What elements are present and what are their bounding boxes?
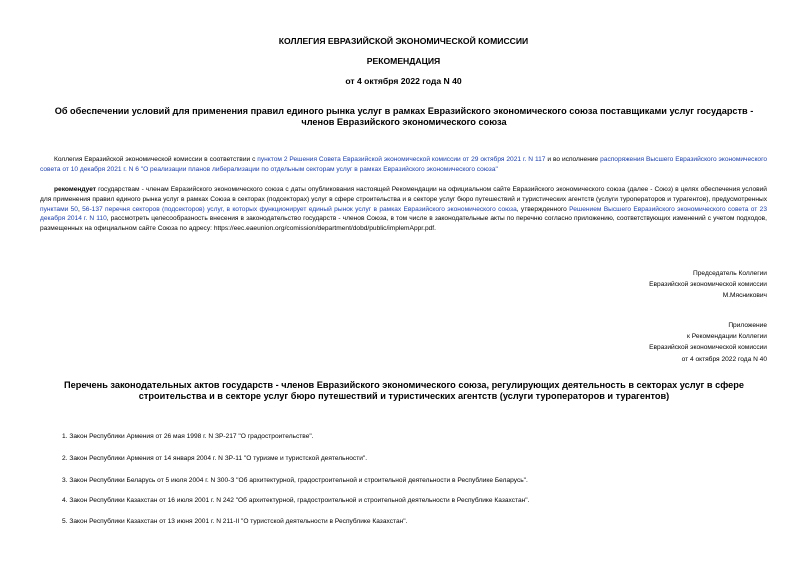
appendix-block bbox=[467, 320, 767, 365]
appendix-org: Евразийской экономической комиссии bbox=[649, 344, 767, 352]
link-decision-110[interactable]: Решением Высшего Евразийского экономического совета от 23 декабря 2014 г. N 110 bbox=[40, 205, 767, 223]
list-item: 2. Закон Республики Армения от 14 января 2004 г. N ЗР-11 "О туризме и туристской деятельности". bbox=[62, 455, 368, 462]
list-title: Перечень законодательных актов государств - членов Евразийского экономического союза, регулирующих деятельность в секторах услуг в сфере строительства и в секторе услуг бюро путешествий и туристических агентств (услуги туроператоров и турагентов) bbox=[64, 380, 744, 401]
paragraph-recommendation bbox=[40, 185, 767, 234]
link-items-56-137[interactable]: 56-137 перечня секторов (подсекторов) услуг, в которых функционирует единый рынок услуг в рамках Евразийского экономического союза bbox=[82, 205, 517, 213]
rec-text-1: государствам - членам Евразийского экономического союза с даты опубликования настоящей Рекомендации на официальном сайте Евразийского экономического союза (далее - Союз) в целях обеспечения условий для применения правил единого рынка услуг в рамках Союза в секторах (подсекторах) услуг в сфере строительства и в секторе услуг бюро путешествий и туристических агентств (услуги туроператоров и турагентов), предусмотренных bbox=[40, 186, 767, 203]
signature-block bbox=[467, 268, 767, 302]
preamble-text-1: Коллегия Евразийской экономической комиссии в соответствии с bbox=[54, 156, 258, 163]
signature-name: М.Мясникович bbox=[722, 292, 767, 300]
rec-text-4: , рассмотреть целесообразность внесения в законодательство государств - членов Союза, в том числе в законодательные акты по перечню согласно приложению, соответствующих изменений с учетом подходов, размещенных на официальном сайте Союза по адресу: https://eec.eaeunion.org/comission/department/dobd/public/implemAppr.pdf. bbox=[40, 215, 767, 233]
document-title: Об обеспечении условий для применения правил единого рынка услуг в рамках Евразийского экономического союза поставщиками услуг государств - членов Евразийского экономического союза bbox=[54, 106, 754, 127]
date-number-heading: от 4 октября 2022 года N 40 bbox=[345, 76, 462, 86]
link-decision-117[interactable]: пунктом 2 Решения Совета Евразийской экономической комиссии от 29 октября 2021 г. N 117 bbox=[257, 156, 546, 163]
appendix-ref: к Рекомендации Коллегии bbox=[687, 333, 767, 341]
signature-org: Евразийской экономической комиссии bbox=[649, 281, 767, 289]
paragraph-preamble bbox=[40, 155, 767, 175]
list-item: 1. Закон Республики Армения от 26 мая 1998 г. N ЗР-217 "О градостроительстве". bbox=[62, 433, 314, 440]
signature-position: Председатель Коллегии bbox=[693, 270, 767, 277]
doc-type-heading: РЕКОМЕНДАЦИЯ bbox=[366, 56, 441, 66]
preamble-text-2: и во исполнение bbox=[545, 156, 601, 163]
recommends-word: рекомендует bbox=[54, 186, 97, 193]
list-item: 4. Закон Республики Казахстан от 16 июля 2001 г. N 242 "Об архитектурной, градостроительной и строительной деятельности в Республике Казахстан". bbox=[62, 497, 530, 504]
link-item-50[interactable]: пунктами 50 bbox=[40, 205, 78, 213]
rec-text-2: , bbox=[77, 205, 83, 213]
list-item: 3. Закон Республики Беларусь от 5 июля 2004 г. N 300-З "Об архитектурной, градостроительной и строительной деятельности в Республике Беларусь". bbox=[62, 477, 528, 484]
list-item: 5. Закон Республики Казахстан от 13 июня 2001 г. N 211-II "О туристской деятельности в Республике Казахстан". bbox=[62, 518, 408, 525]
rec-text-3: , утвержденного bbox=[516, 205, 570, 213]
appendix-date: от 4 октября 2022 года N 40 bbox=[681, 355, 767, 363]
appendix-label: Приложение bbox=[728, 322, 767, 329]
org-heading: КОЛЛЕГИЯ ЕВРАЗИЙСКОЙ ЭКОНОМИЧЕСКОЙ КОМИССИИ bbox=[278, 36, 529, 46]
link-order-6[interactable]: распоряжения Высшего Евразийского экономического совета от 10 декабря 2021 г. N 6 "О реализации планов либерализации по отдельным секторам услуг в рамках Евразийского экономического союза" bbox=[40, 156, 768, 173]
